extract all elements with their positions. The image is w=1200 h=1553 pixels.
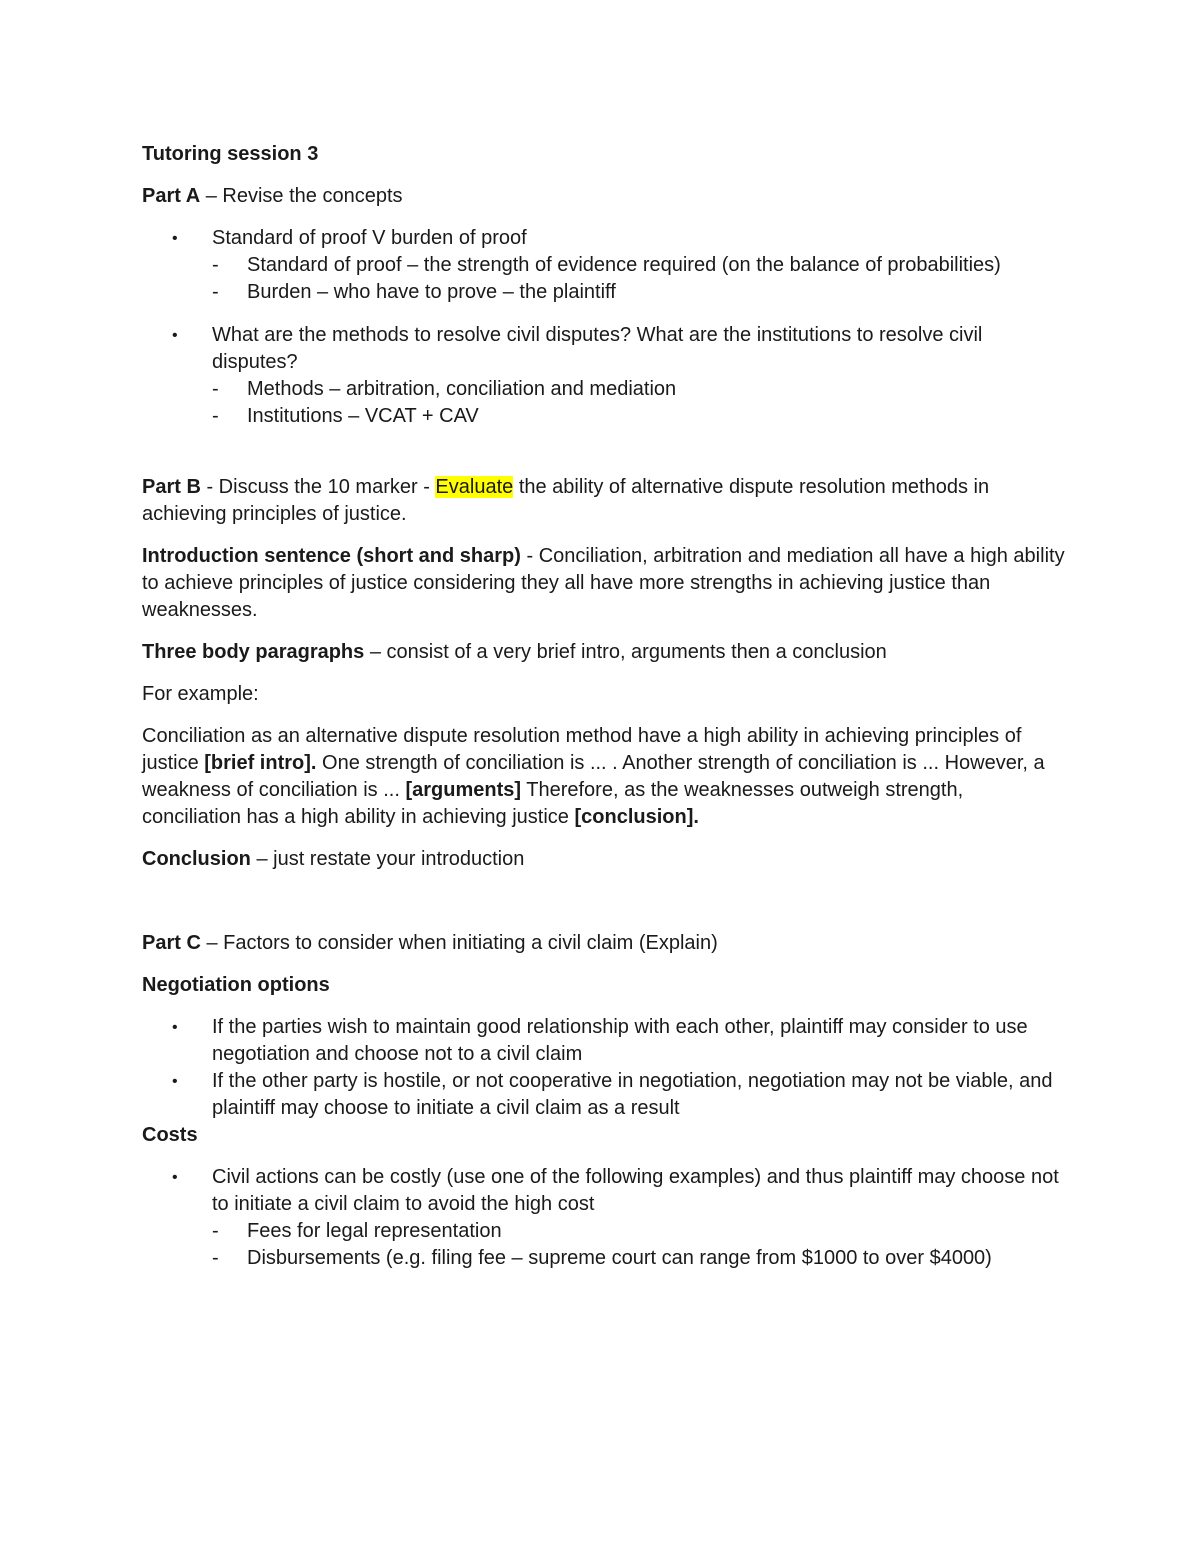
dash-icon: -: [212, 254, 219, 276]
body-paragraphs-label: Three body paragraphs: [142, 641, 365, 663]
bullet-icon: •: [172, 1019, 178, 1036]
part-b-label: Part B: [142, 476, 201, 498]
section-gap: [142, 888, 1067, 930]
bullet-text: Standard of proof V burden of proof: [212, 227, 527, 249]
negotiation-bullet-list: [142, 1014, 1067, 1122]
part-a-text: – Revise the concepts: [200, 185, 403, 207]
sub-list-item: - Disbursements (e.g. filing fee – supreme court can range from $1000 to over $4000): [212, 1245, 1067, 1272]
conclusion-paragraph: Conclusion – just restate your introduction: [142, 848, 525, 870]
dash-icon: -: [212, 405, 219, 427]
bullet-icon: •: [172, 1073, 178, 1090]
sub-list: [212, 252, 1067, 306]
dash-icon: -: [212, 1247, 219, 1269]
conclusion-label: Conclusion: [142, 848, 251, 870]
bullet-icon: •: [172, 230, 178, 247]
part-c-heading: Part C – Factors to consider when initiating a civil claim (Explain): [142, 932, 718, 954]
spacer: [142, 306, 1067, 322]
list-item: [142, 322, 1067, 430]
costs-heading: Costs: [142, 1124, 198, 1146]
sub-list-item: - Institutions – VCAT + CAV: [212, 403, 1067, 430]
document-body: [142, 141, 1067, 1272]
list-item: • If the other party is hostile, or not cooperative in negotiation, negotiation may not be viable, and plaintiff may choose to initiate a civil claim as a result: [172, 1070, 1053, 1119]
sub-list-item: - Standard of proof – the strength of evidence required (on the balance of probabilities): [212, 252, 1067, 279]
part-a-bullet-list: [142, 225, 1067, 430]
highlighted-word: Evaluate: [435, 476, 514, 498]
dash-icon: -: [212, 1220, 219, 1242]
list-item: • If the parties wish to maintain good relationship with each other, plaintiff may consider to use negotiation and choose not to a civil claim: [172, 1016, 1028, 1065]
part-a-label: Part A: [142, 185, 201, 207]
list-item: • Civil actions can be costly (use one of the following examples) and thus plaintiff may choose not to initiate a civil claim to avoid the high cost - Fees for legal representation - Disbursements (e.g. filing fee – supreme court can range from $1000 to over $4000): [142, 1164, 1067, 1272]
part-a-heading: [142, 183, 1067, 210]
sub-list-item: - Burden – who have to prove – the plaintiff: [212, 279, 1067, 306]
sub-list: [212, 1218, 1067, 1272]
negotiation-heading: Negotiation options: [142, 974, 330, 996]
example-label: For example:: [142, 683, 259, 705]
bullet-text: What are the methods to resolve civil disputes? What are the institutions to resolve civil disputes?: [212, 324, 983, 373]
example-paragraph: Conciliation as an alternative dispute resolution method have a high ability in achieving principles of justice [brief intro]. One strength of conciliation is ... . Another strength of conciliation is ... However, a weakness of conciliation is ... [arguments] Therefore, as the weaknesses outweigh strength, conciliation has a high ability in achieving justice [conclusion].: [142, 725, 1045, 828]
bullet-icon: •: [172, 327, 178, 344]
dash-icon: -: [212, 281, 219, 303]
sub-list-item: - Fees for legal representation: [212, 1218, 1067, 1245]
bullet-icon: •: [172, 1169, 178, 1186]
sub-list-item: - Methods – arbitration, conciliation and mediation: [212, 376, 1067, 403]
part-b-heading: Part B - Discuss the 10 marker - Evaluate the ability of alternative dispute resolution methods in achieving principles of justice.: [142, 476, 990, 525]
introduction-paragraph: Introduction sentence (short and sharp) - Conciliation, arbitration and mediation all have a high ability to achieve principles of justice considering they all have more strengths in achieving justice than weaknesses.: [142, 545, 1065, 621]
section-gap: [142, 430, 1067, 474]
sub-list: [212, 376, 1067, 430]
part-c-label: Part C: [142, 932, 201, 954]
list-item: [142, 225, 1067, 306]
introduction-label: Introduction sentence (short and sharp): [142, 545, 521, 567]
body-paragraphs-paragraph: Three body paragraphs – consist of a very brief intro, arguments then a conclusion: [142, 641, 887, 663]
dash-icon: -: [212, 378, 219, 400]
document-title: Tutoring session 3: [142, 143, 319, 165]
costs-bullet-list: [142, 1164, 1067, 1272]
